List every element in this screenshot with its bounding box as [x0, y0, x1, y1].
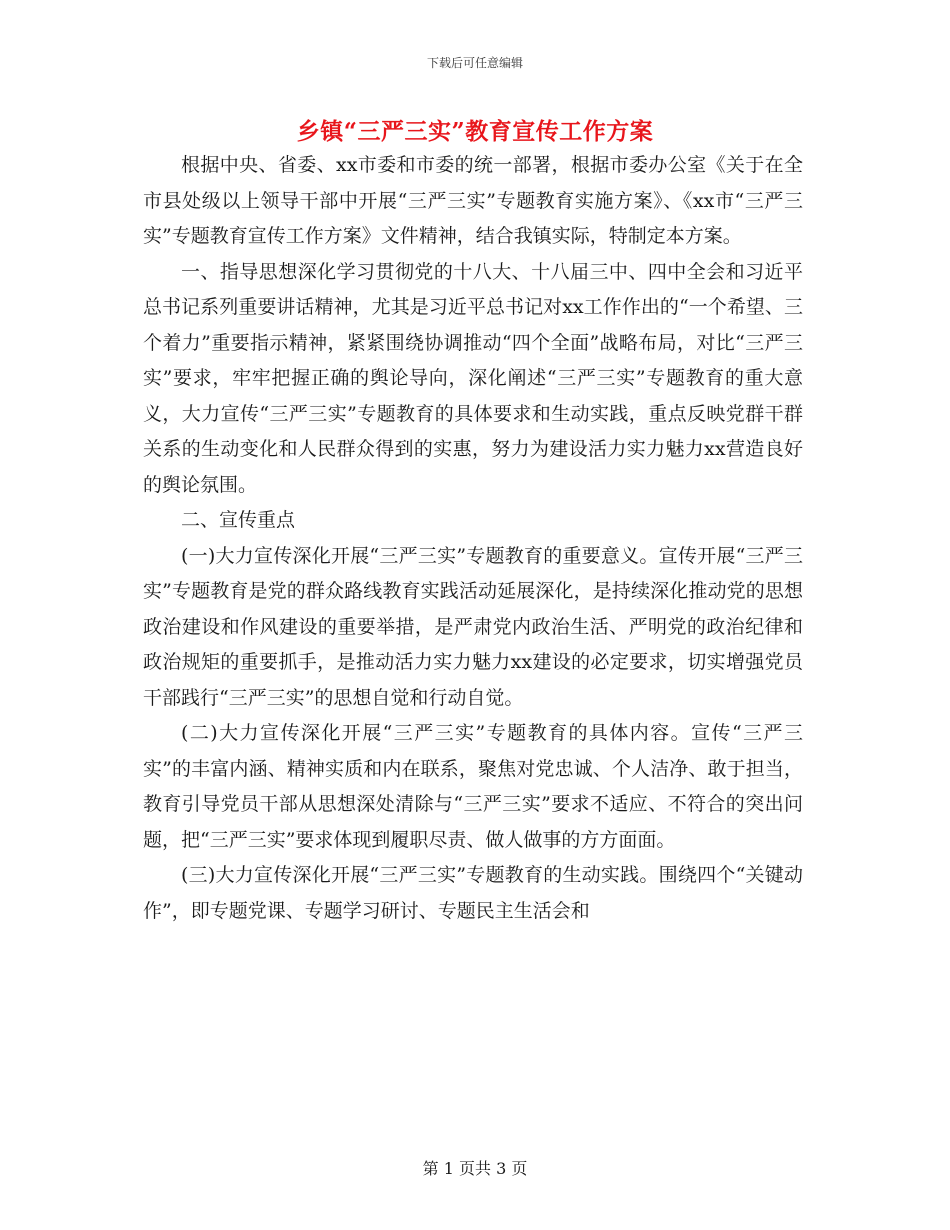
document-title: 乡镇“三严三实”教育宣传工作方案 [296, 118, 654, 145]
paragraph-focus-3: (三)大力宣传深化开展“三严三实”专题教育的生动实践。围绕四个“关键动作”，即专题党课、专题学习研讨、专题民主生活会和 [143, 864, 803, 922]
paragraph-guiding-ideology: 一、指导思想深化学习贯彻党的十八大、十八届三中、四中全会和习近平总书记系列重要讲话精神，尤其是习近平总书记对xx工作作出的“一个希望、三个着力”重要指示精神，紧紧围绕协调推动“四个全面”战略布局，对比“三严三实”要求，牢牢把握正确的舆论导向，深化阐述“三严三实”专题教育的重大意义，大力宣传“三严三实”专题教育的具体要求和生动实践，重点反映党群干群关系的生动变化和人民群众得到的实惠，努力为建设活力实力魅力xx营造良好的舆论氛围。 [143, 260, 803, 496]
page-header-note: 下载后可任意编辑 [426, 56, 523, 70]
document-body [143, 148, 803, 929]
paragraph-focus-1: (一)大力宣传深化开展“三严三实”专题教育的重要意义。宣传开展“三严三实”专题教育是党的群众路线教育实践活动延展深化，是持续深化推动党的思想政治建设和作风建设的重要举措，是严肃党内政治生活、严明党的政治纪律和政治规矩的重要抓手，是推动活力实力魅力xx建设的必定要求，切实增强党员干部践行“三严三实”的思想自觉和行动自觉。 [143, 544, 803, 709]
paragraph-intro: 根据中央、省委、xx市委和市委的统一部署，根据市委办公室《关于在全市县处级以上领导干部中开展“三严三实”专题教育实施方案》、《xx市“三严三实”专题教育宣传工作方案》文件精神，结合我镇实际，特制定本方案。 [143, 154, 803, 247]
page-number: 第 1 页共 3 页 [422, 1159, 528, 1178]
paragraph-focus-2: (二)大力宣传深化开展“三严三实”专题教育的具体内容。宣传“三严三实”的丰富内涵、精神实质和内在联系，聚焦对党忠诚、个人洁净、敢于担当，教育引导党员干部从思想深处清除与“三严三实”要求不适应、不符合的突出问题，把“三严三实”要求体现到履职尽责、做人做事的方方面面。 [143, 722, 803, 851]
section-heading-publicity-focus: 二、宣传重点 [181, 509, 296, 531]
